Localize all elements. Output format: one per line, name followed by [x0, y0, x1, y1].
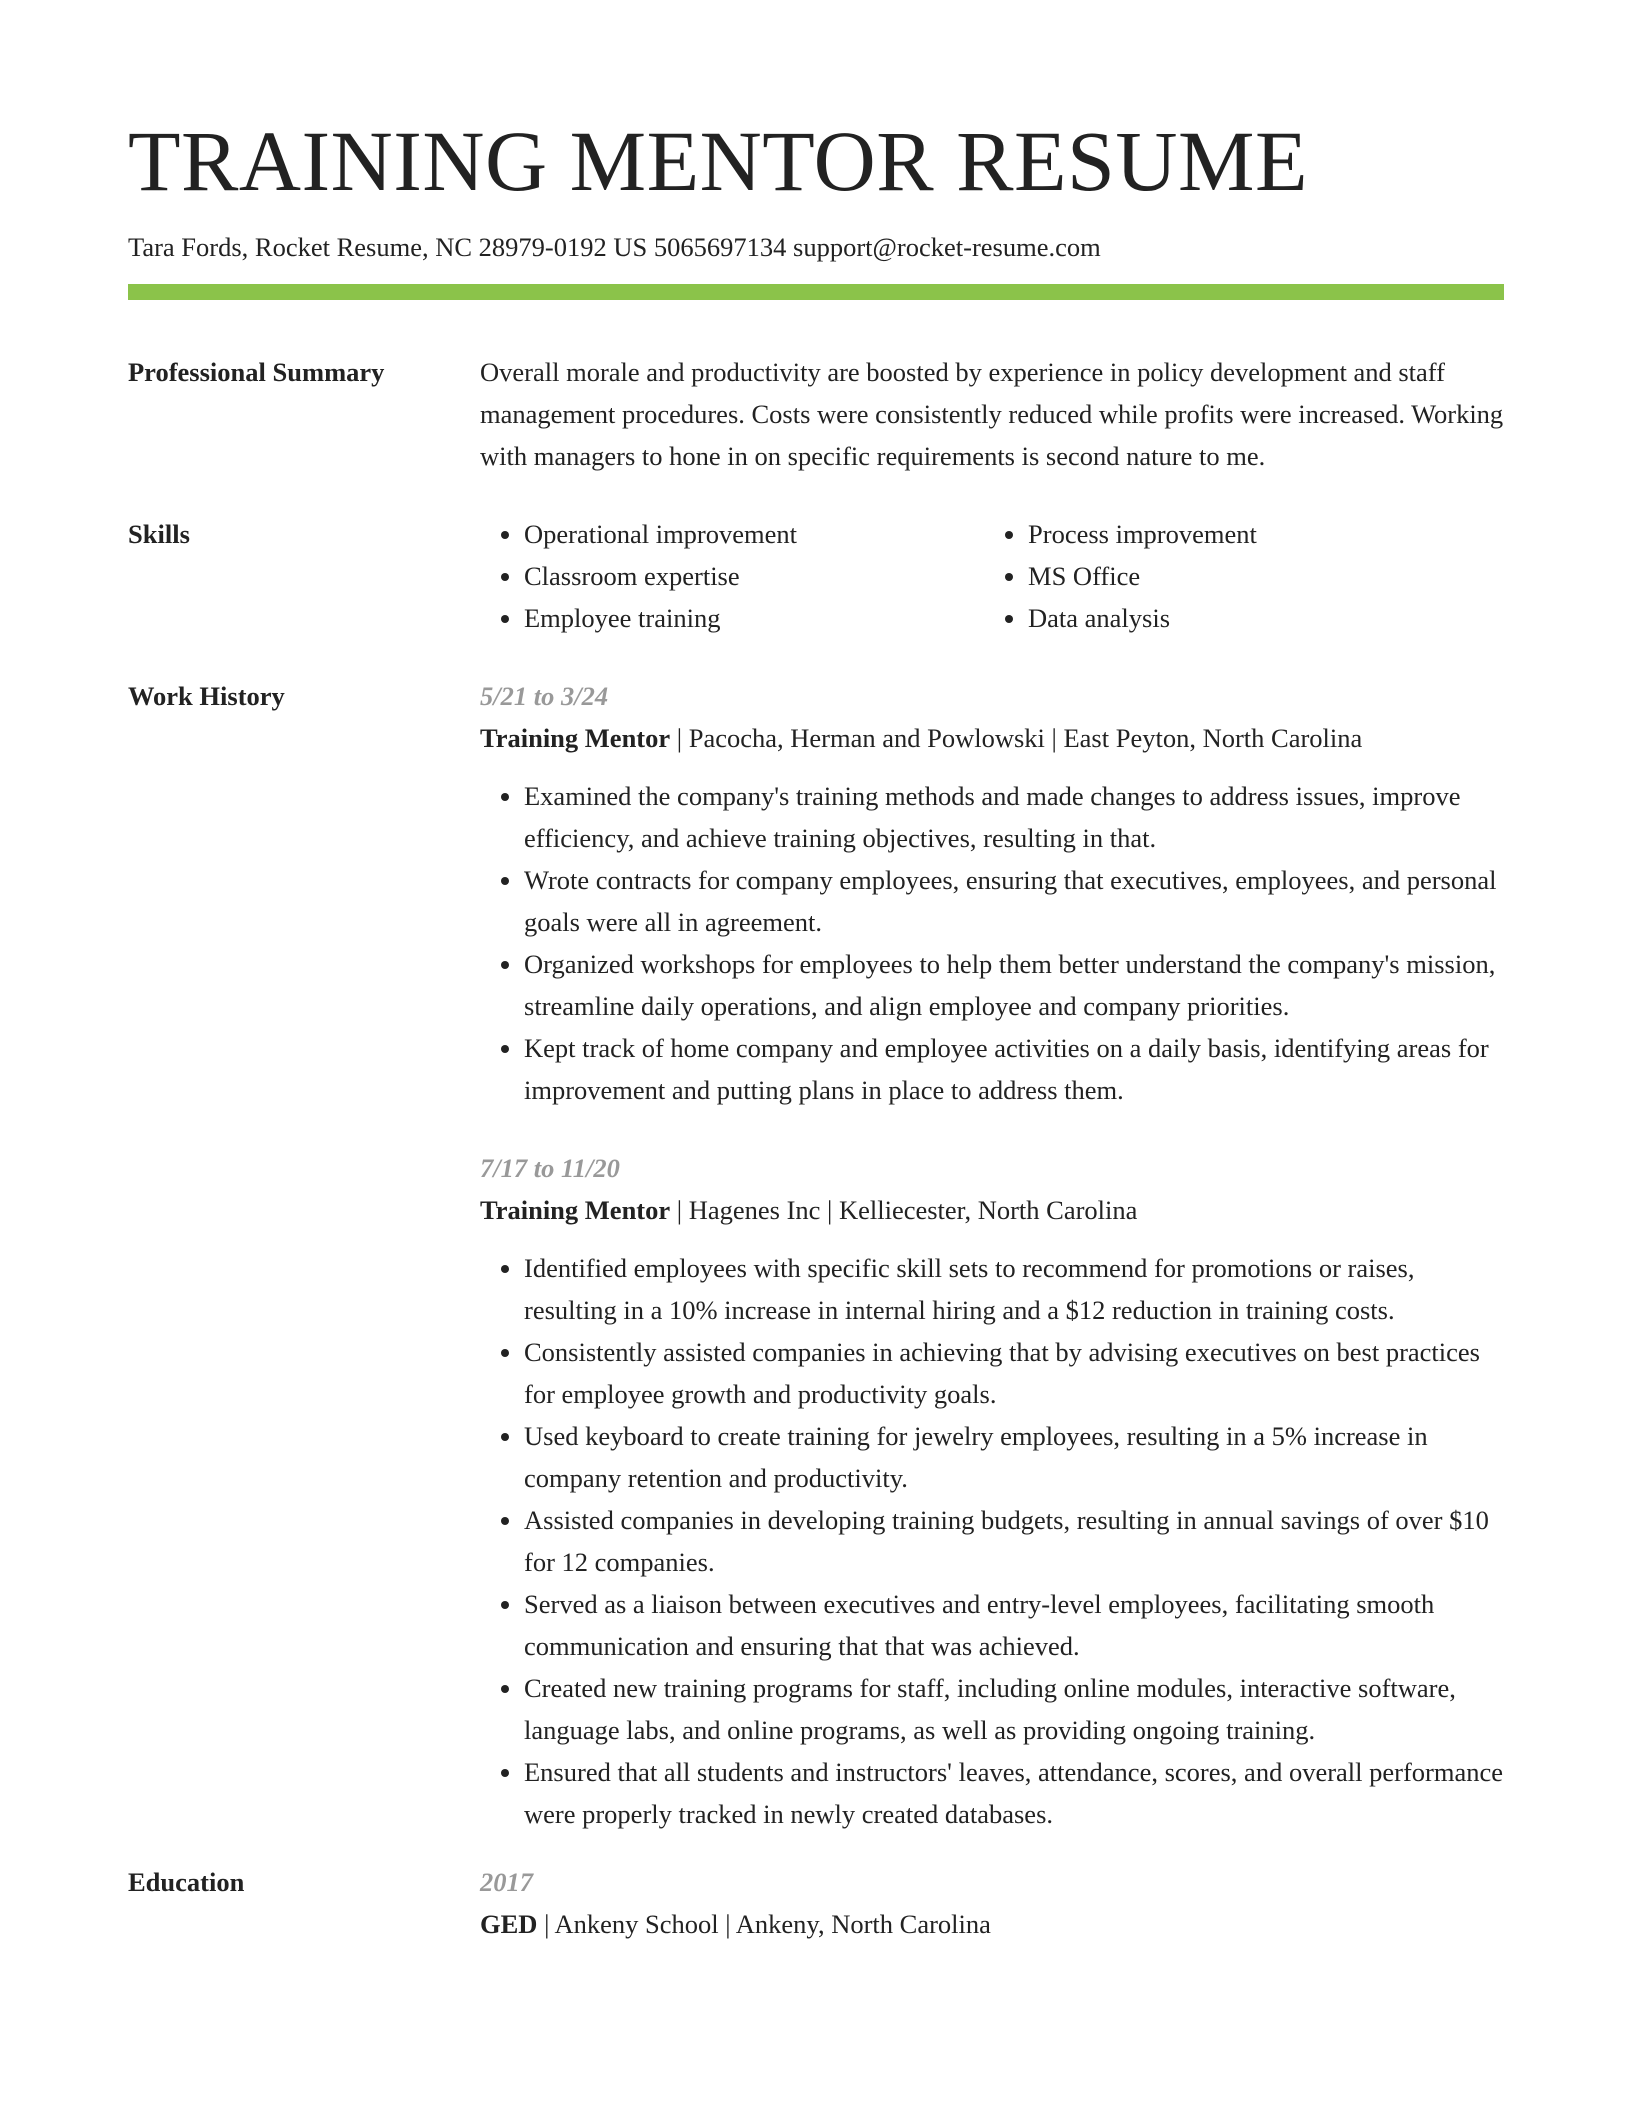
education-entry	[480, 1861, 1504, 1945]
skill-item: • Operational improvement	[524, 513, 984, 555]
job-entry	[480, 675, 1504, 1111]
contact-info: Tara Fords, Rocket Resume, NC 28979-0192 US 5065697134 support@rocket-resume.com	[128, 232, 1101, 262]
education-section	[128, 1861, 1504, 1945]
section-label-summary: Professional Summary	[128, 356, 385, 387]
education-degree: GED	[480, 1908, 538, 1939]
professional-summary-section	[128, 351, 1504, 477]
job-bullet: • Assisted companies in developing training budgets, resulting in annual savings of over $10 for 12 companies.	[524, 1499, 1504, 1583]
skill-item: • Employee training	[524, 597, 984, 639]
job-bullets	[480, 1247, 1504, 1835]
job-bullet: • Created new training programs for staff, including online modules, interactive software, language labs, and online programs, as well as providing ongoing training.	[524, 1667, 1504, 1751]
job-bullet: • Examined the company's training methods and made changes to address issues, improve efficiency, and achieve training objectives, resulting in that.	[524, 775, 1504, 859]
section-label-education: Education	[128, 1866, 245, 1897]
skills-section	[128, 513, 1504, 639]
skills-grid	[480, 513, 1504, 639]
job-details: | Pacocha, Herman and Powlowski | East Peyton, North Carolina	[670, 722, 1363, 753]
job-heading	[480, 717, 1504, 759]
skills-column-right	[984, 513, 1488, 639]
summary-text: Overall morale and productivity are boosted by experience in policy development and staff management procedures. Costs were consistently reduced while profits were increased. Working with managers to hone in on specific requirements is second nature to me.	[480, 356, 1504, 471]
job-bullets	[480, 775, 1504, 1111]
job-bullet: • Used keyboard to create training for jewelry employees, resulting in a 5% increase in company retention and productivity.	[524, 1415, 1504, 1499]
job-dates: 5/21 to 3/24	[480, 680, 609, 711]
job-bullet: • Wrote contracts for company employees, ensuring that executives, employees, and personal goals were all in agreement.	[524, 859, 1504, 943]
education-year: 2017	[480, 1866, 533, 1897]
job-bullet: • Served as a liaison between executives and entry-level employees, facilitating smooth communication and ensuring that that was achieved.	[524, 1583, 1504, 1667]
job-bullet: • Kept track of home company and employee activities on a daily basis, identifying areas for improvement and putting plans in place to address them.	[524, 1027, 1504, 1111]
accent-divider	[128, 284, 1504, 300]
skills-list-right	[984, 513, 1488, 639]
skills-column-left	[480, 513, 984, 639]
work-history-section	[128, 675, 1504, 1835]
job-bullet: • Organized workshops for employees to help them better understand the company's mission, streamline daily operations, and align employee and company priorities.	[524, 943, 1504, 1027]
job-dates: 7/17 to 11/20	[480, 1152, 620, 1183]
resume-page	[128, 0, 1504, 1945]
skill-item: • Classroom expertise	[524, 555, 984, 597]
skill-item: • Data analysis	[1028, 597, 1488, 639]
job-bullet: • Identified employees with specific skill sets to recommend for promotions or raises, resulting in a 10% increase in internal hiring and a $12 reduction in training costs.	[524, 1247, 1504, 1331]
education-heading	[480, 1903, 1504, 1945]
job-bullet: • Ensured that all students and instructors' leaves, attendance, scores, and overall performance were properly tracked in newly created databases.	[524, 1751, 1504, 1835]
work-history-entries	[480, 675, 1504, 1835]
job-title: Training Mentor	[480, 1194, 671, 1225]
resume-title: TRAINING MENTOR RESUME	[128, 113, 1308, 209]
section-label-skills: Skills	[128, 518, 190, 549]
skills-list-left	[480, 513, 984, 639]
skill-item: • Process improvement	[1028, 513, 1488, 555]
skill-item: • MS Office	[1028, 555, 1488, 597]
job-bullet: • Consistently assisted companies in achieving that by advising executives on best practices for employee growth and productivity goals.	[524, 1331, 1504, 1415]
job-entry	[480, 1147, 1504, 1835]
job-title: Training Mentor	[480, 722, 671, 753]
job-heading	[480, 1189, 1504, 1231]
section-label-work: Work History	[128, 680, 285, 711]
education-details: | Ankeny School | Ankeny, North Carolina	[537, 1908, 991, 1939]
job-details: | Hagenes Inc | Kelliecester, North Carolina	[670, 1194, 1138, 1225]
